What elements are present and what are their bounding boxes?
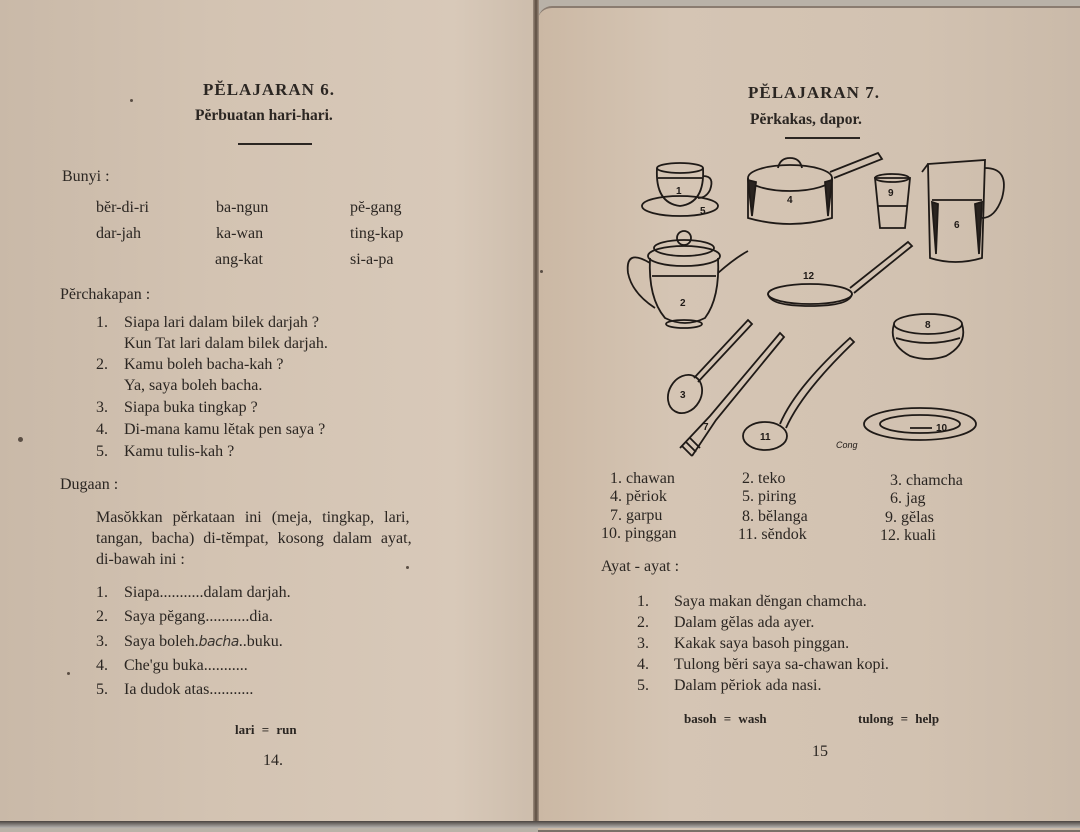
paper-speck xyxy=(18,437,23,442)
glossary-note: lari = run xyxy=(235,722,297,737)
vocab-item: 5. piring xyxy=(742,488,797,505)
clay-pot-icon xyxy=(893,314,964,359)
svg-text:8: 8 xyxy=(925,320,931,331)
perchakapan-label: Pĕrchakapan : xyxy=(60,286,151,303)
dialogue-item: 1. Siapa lari dalam bilek darjah ? xyxy=(96,314,320,331)
frying-pan-icon xyxy=(768,242,912,306)
paper-speck xyxy=(540,270,543,273)
exercise-item: 1. Siapa...........dalam darjah. xyxy=(96,584,291,601)
sentence-item: 1. Saya makan dĕngan chamcha. xyxy=(637,593,867,610)
vocab-item: 1. chawan xyxy=(610,470,675,487)
vocab-item: 9. gĕlas xyxy=(885,509,934,526)
spoon-icon xyxy=(661,320,752,419)
svg-text:1: 1 xyxy=(676,186,682,197)
plate-icon xyxy=(864,408,976,440)
syllable: bĕr-di-ri xyxy=(96,199,149,216)
table-surface xyxy=(0,821,1080,828)
syllable: dar-jah xyxy=(96,225,141,242)
vocab-item: 11. sĕndok xyxy=(738,526,807,543)
title-rule xyxy=(238,143,312,145)
lesson-subtitle: Pĕrkakas, dapor. xyxy=(750,111,862,128)
svg-text:9: 9 xyxy=(888,188,894,199)
vocab-item: 12. kuali xyxy=(880,527,936,544)
instruction-line: Masŏkkan pĕrkataan ini (meja, tingkap, lari, xyxy=(96,509,410,526)
syllable: si-a-pa xyxy=(350,251,394,268)
paper-speck xyxy=(67,672,70,675)
bunyi-label: Bunyi : xyxy=(62,168,110,185)
vocab-item: 2. teko xyxy=(742,470,786,487)
lesson-subtitle: Pĕrbuatan hari-hari. xyxy=(195,107,333,124)
lesson-title: PĔLAJARAN 7. xyxy=(748,83,880,102)
book-spine xyxy=(533,0,539,828)
vocab-item: 3. chamcha xyxy=(890,472,963,489)
glass-icon xyxy=(875,174,910,228)
jug-icon xyxy=(922,160,1004,262)
dialogue-item: 5. Kamu tulis-kah ? xyxy=(96,443,235,460)
page-number: 15 xyxy=(812,743,828,760)
dialogue-answer: Ya, saya boleh bacha. xyxy=(124,377,263,394)
paper-speck xyxy=(406,566,409,569)
lesson-title: PĔLAJARAN 6. xyxy=(203,80,335,99)
page-number: 14. xyxy=(263,752,283,769)
svg-text:6: 6 xyxy=(954,220,960,231)
dialogue-item: 3. Siapa buka tingkap ? xyxy=(96,399,258,416)
svg-text:10: 10 xyxy=(936,423,948,434)
title-rule xyxy=(785,137,860,139)
svg-text:4: 4 xyxy=(787,195,793,206)
vocab-item: 7. garpu xyxy=(610,507,663,524)
instruction-line: tangan, bacha) di-tĕmpat, kosong dalam ayat, xyxy=(96,530,412,547)
exercise-item: 4. Che'gu buka........... xyxy=(96,657,248,674)
vocab-item: 6. jag xyxy=(890,490,926,507)
handwritten-answer: bacha xyxy=(198,634,239,650)
syllable: ka-wan xyxy=(216,225,264,242)
paper-speck xyxy=(130,99,133,102)
vocab-item: 8. bĕlanga xyxy=(742,508,808,525)
sentence-item: 2. Dalam gĕlas ada ayer. xyxy=(637,614,815,631)
ladle-icon xyxy=(743,338,854,450)
vocab-item: 10. pinggan xyxy=(601,525,677,542)
exercise-item: 3. Saya boleh.bacha..buku. xyxy=(96,633,283,650)
dialogue-item: 2. Kamu boleh bacha-kah ? xyxy=(96,356,284,373)
cup-icon xyxy=(642,163,718,217)
dialogue-answer: Kun Tat lari dalam bilek darjah. xyxy=(124,335,328,352)
teapot-icon xyxy=(628,231,748,328)
svg-text:2: 2 xyxy=(680,298,686,309)
syllable: ting-kap xyxy=(350,225,404,242)
exercise-item: 2. Saya pĕgang...........dia. xyxy=(96,608,273,625)
syllable: ang-kat xyxy=(215,251,263,268)
svg-text:11: 11 xyxy=(760,432,771,443)
kitchen-utensils-illustration xyxy=(620,148,1020,468)
dialogue-item: 4. Di-mana kamu lĕtak pen saya ? xyxy=(96,421,326,438)
svg-text:5: 5 xyxy=(700,206,706,217)
svg-text:7: 7 xyxy=(703,422,709,433)
dugaan-label: Dugaan : xyxy=(60,476,119,493)
glossary-note: basoh = wash xyxy=(684,711,767,726)
glossary-note: tulong = help xyxy=(858,711,940,726)
artist-signature: Cong xyxy=(836,440,858,450)
syllable: ba-ngun xyxy=(216,199,269,216)
pot-icon xyxy=(748,153,882,224)
exercise-item: 5. Ia dudok atas........... xyxy=(96,681,254,698)
ayat-label: Ayat - ayat : xyxy=(601,558,680,575)
vocab-item: 4. pĕriok xyxy=(610,488,667,505)
svg-text:12: 12 xyxy=(803,271,815,282)
syllable: pĕ-gang xyxy=(350,199,402,216)
sentence-item: 3. Kakak saya basoh pinggan. xyxy=(637,635,850,652)
svg-text:3: 3 xyxy=(680,390,686,401)
sentence-item: 4. Tulong bĕri saya sa-chawan kopi. xyxy=(637,656,889,673)
sentence-item: 5. Dalam pĕriok ada nasi. xyxy=(637,677,822,694)
instruction-line: di-bawah ini : xyxy=(96,551,185,568)
